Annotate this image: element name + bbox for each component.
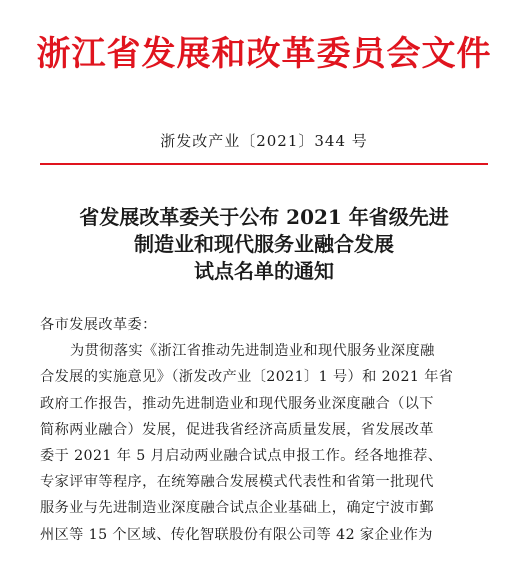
paragraph-line: 为贯彻落实《浙江省推动先进制造业和现代服务业深度融 — [70, 343, 435, 360]
notice-title-line: 试点名单的通知 — [194, 259, 334, 283]
paragraph-line: 简称两业融合）发展，促进我省经济高质量发展，省发展改革 — [40, 421, 434, 438]
paragraph-line: 专家评审等程序，在统筹融合发展模式代表性和省第一批现代 — [40, 474, 434, 491]
salutation: 各市发展改革委： — [40, 317, 157, 333]
paragraph-line: 政府工作报告，推动先进制造业和现代服务业深度融合（以下 — [40, 395, 434, 412]
paragraph-line: 合发展的实施意见》（浙发改产业〔2021〕1 号）和 2021 年省 — [40, 369, 454, 386]
notice-title — [0, 204, 528, 285]
paragraph-line: 委于 2021 年 5 月启动两业融合试点申报工作。经各地推荐、 — [40, 448, 443, 465]
paragraph-line: 州区等 15 个区域、传化智联股份有限公司等 42 家企业作为 — [40, 526, 433, 543]
notice-title-line: 省发展改革委关于公布 2021 年省级先进 — [79, 205, 449, 229]
notice-body — [40, 312, 495, 548]
document-number: 浙发改产业〔2021〕344 号 — [160, 132, 368, 150]
document-header-title: 浙江省发展和改革委员会文件 — [36, 34, 492, 74]
notice-title-line: 制造业和现代服务业融合发展 — [134, 232, 394, 256]
paragraph-line: 服务业与先进制造业深度融合试点企业基础上，确定宁波市鄞 — [40, 500, 434, 517]
red-divider-line — [40, 163, 488, 165]
